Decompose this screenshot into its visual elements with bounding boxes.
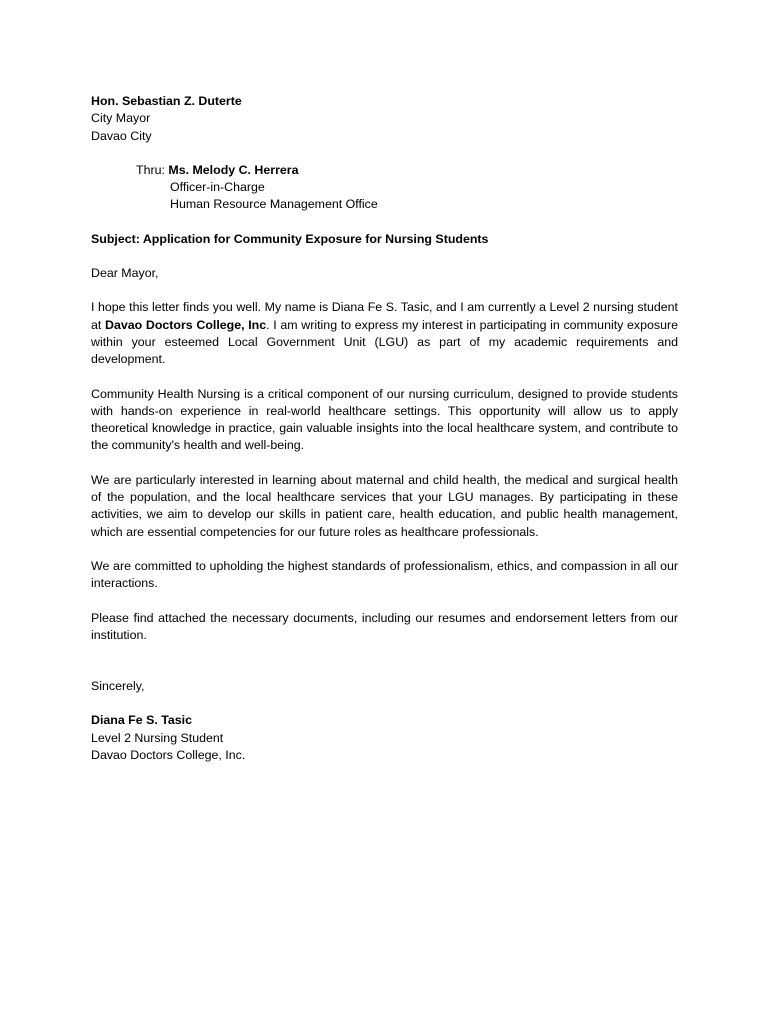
paragraph-commitment: We are committed to upholding the highest standards of professionalism, ethics, and compassion in all our interactions.: [91, 558, 678, 591]
recipient-location: Davao City: [91, 128, 152, 143]
thru-name: Ms. Melody C. Herrera: [168, 162, 299, 177]
paragraph-intro-before: I hope this letter finds you well. My name is Diana Fe S. Tasic, and I am currently a Level 2 nursing student at: [91, 300, 678, 332]
paragraph-curriculum: Community Health Nursing is a critical component of our nursing curriculum, designed to provide students with hands-on experience in real-world healthcare settings. This opportunity will allow us to apply theoretical knowledge in practice, gain valuable insights into the local healthcare system, and contribute to the community's health and well-being.: [91, 386, 678, 453]
paragraph-intro-after: . I am writing to express my interest in participating in community exposure within your esteemed Local Government Unit (LGU) as part of my academic requirements and development.: [91, 317, 678, 367]
recipient-name: Hon. Sebastian Z. Duterte: [91, 94, 242, 108]
thru-block: [136, 162, 678, 214]
recipient-title: City Mayor: [91, 111, 151, 126]
thru-title: Officer-in-Charge: [170, 180, 265, 195]
subject-line: Subject: Application for Community Exposure for Nursing Students: [91, 231, 489, 246]
paragraph-interests: We are particularly interested in learning about maternal and child health, the medical and surgical health of the population, and the local healthcare services that your LGU manages. By participating in these activities, we aim to develop our skills in patient care, health education, and public health management, which are essential competencies for our future roles as healthcare professionals.: [91, 472, 678, 539]
institution-name: Davao Doctors College, Inc: [105, 317, 267, 332]
thru-label: Thru:: [136, 162, 165, 177]
closing: Sincerely,: [91, 679, 145, 694]
paragraph-attachments: Please find attached the necessary documents, including our resumes and endorsement letters from our institution.: [91, 610, 678, 642]
sender-name: Diana Fe S. Tasic: [91, 713, 192, 728]
sender-institution: Davao Doctors College, Inc.: [91, 748, 246, 763]
signature-block: [91, 712, 678, 764]
sender-title: Level 2 Nursing Student: [91, 730, 224, 745]
letter-body: [91, 93, 678, 764]
thru-line: [136, 162, 678, 179]
thru-office: Human Resource Management Office: [170, 197, 378, 212]
recipient-block: [91, 93, 678, 145]
paragraph-intro: [91, 299, 678, 368]
salutation: Dear Mayor,: [91, 266, 159, 281]
